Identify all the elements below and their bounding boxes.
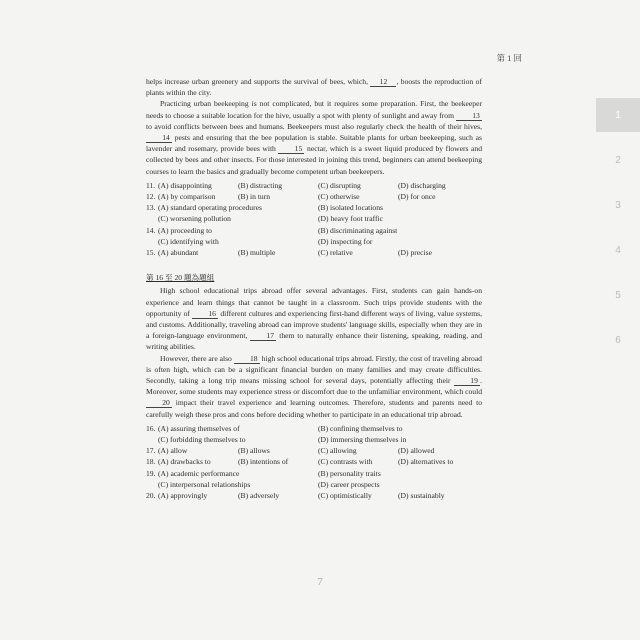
- question-row: 11. (A) disappointing (B) distracting (C) disrupting (D) discharging: [146, 180, 446, 190]
- chapter-tab-5[interactable]: 5: [615, 289, 621, 301]
- passage1-paragraph2: Practicing urban beekeeping is not complicated, but it requires some preparation. First, the beekeeper needs to choose a suitable location for the hive, usually a spot with plenty of sunlight and away from 13 to avoid conflicts between bees and humans. Beekeepers must also regularly check the health of their hives, 14 pests and ensuring that the bee population is stable. Suitable plants for urban beekeeping, such as lavender and rosemary, provide bees with 15 nectar, which is a sweet liquid produced by flowers and collected by bees and other insects. For those interested in joining this trend, beginners can attend beekeeping courses to learn the basics and gradually become competent urban beekeepers.: [146, 99, 482, 176]
- blank-18: 18: [234, 354, 260, 364]
- passage1-paragraph1: helps increase urban greenery and supports the survival of bees, which, 12 , boosts the reproduction of plants within the city.: [146, 77, 482, 98]
- chapter-tab-6[interactable]: 6: [615, 334, 621, 346]
- blank-13: 13: [456, 111, 482, 121]
- blank-17: 17: [250, 331, 276, 341]
- question-row: 14. (A) proceeding to (B) discriminating against: [146, 225, 398, 235]
- question-row: (C) interpersonal relationships (D) career prospects: [158, 479, 380, 489]
- question-row: 12. (A) by comparison (B) in turn (C) otherwise (D) for once: [146, 192, 436, 202]
- passage2-paragraph2: However, there are also 18 high school educational trips abroad. Firstly, the cost of traveling abroad is often high, which can be a significant financial burden on many families and may create difficulties. Secondly, taking a long trip means missing school for several days, potentially affecting their 19 . Moreover, some students may experience stress or discomfort due to the unfamiliar environment, which could 20 impact their travel experience and learning outcomes. Therefore, students and parents need to carefully weigh these pros and cons before deciding whether to participate in an educational trip abroad.: [146, 353, 482, 419]
- exam-content: [146, 76, 482, 501]
- question-row: 15. (A) abundant (B) multiple (C) relative (D) precise: [146, 247, 432, 257]
- question-options-set1: [146, 180, 482, 258]
- question-row: 16. (A) assuring themselves of (B) confining themselves to: [146, 423, 403, 433]
- question-row: (C) worsening pollution (D) heavy foot traffic: [158, 214, 384, 224]
- question-row: 19. (A) academic performance (B) personality traits: [146, 468, 381, 478]
- chapter-tab-1[interactable]: 1: [596, 98, 640, 132]
- unit-label: 第 1 回: [496, 53, 522, 63]
- blank-14: 14: [146, 133, 172, 143]
- question-row: 20. (A) approvingly (B) adversely (C) optimistically (D) sustainably: [146, 490, 445, 500]
- question-row: 17. (A) allow (B) allows (C) allowing (D) allowed: [146, 446, 435, 456]
- question-row: 18. (A) drawbacks to (B) intentions of (C) contrasts with (D) alternatives to: [146, 457, 454, 467]
- blank-20: 20: [146, 398, 172, 408]
- chapter-tabs: [596, 98, 640, 368]
- page-number: 7: [317, 576, 323, 588]
- section-heading: 第 16 至 20 題為題組: [146, 273, 215, 283]
- blank-12: 12: [370, 77, 396, 87]
- blank-19: 19: [454, 376, 480, 386]
- question-options-set2: [146, 423, 482, 501]
- chapter-tab-2[interactable]: 2: [615, 154, 621, 166]
- chapter-tab-4[interactable]: 4: [615, 244, 621, 256]
- question-row: 13. (A) standard operating procedures (B) isolated locations: [146, 203, 383, 213]
- blank-16: 16: [192, 309, 218, 319]
- question-row: (C) forbidding themselves to (D) immersing themselves in: [158, 434, 407, 444]
- question-row: (C) identifying with (D) inspecting for: [158, 236, 373, 246]
- chapter-tab-3[interactable]: 3: [615, 199, 621, 211]
- passage2-paragraph1: High school educational trips abroad offer several advantages. First, students can gain hands-on experience and learn things that cannot be taught in a classroom. Such trips provide students with the opportunity of 16 different cultures and experiencing first-hand different ways of living, value systems, and customs. Additionally, traveling abroad can improve students' language skills, especially when they are in a foreign-language environment, 17 them to naturally enhance their listening, speaking, reading, and writing abilities.: [146, 286, 482, 352]
- blank-15: 15: [278, 144, 304, 154]
